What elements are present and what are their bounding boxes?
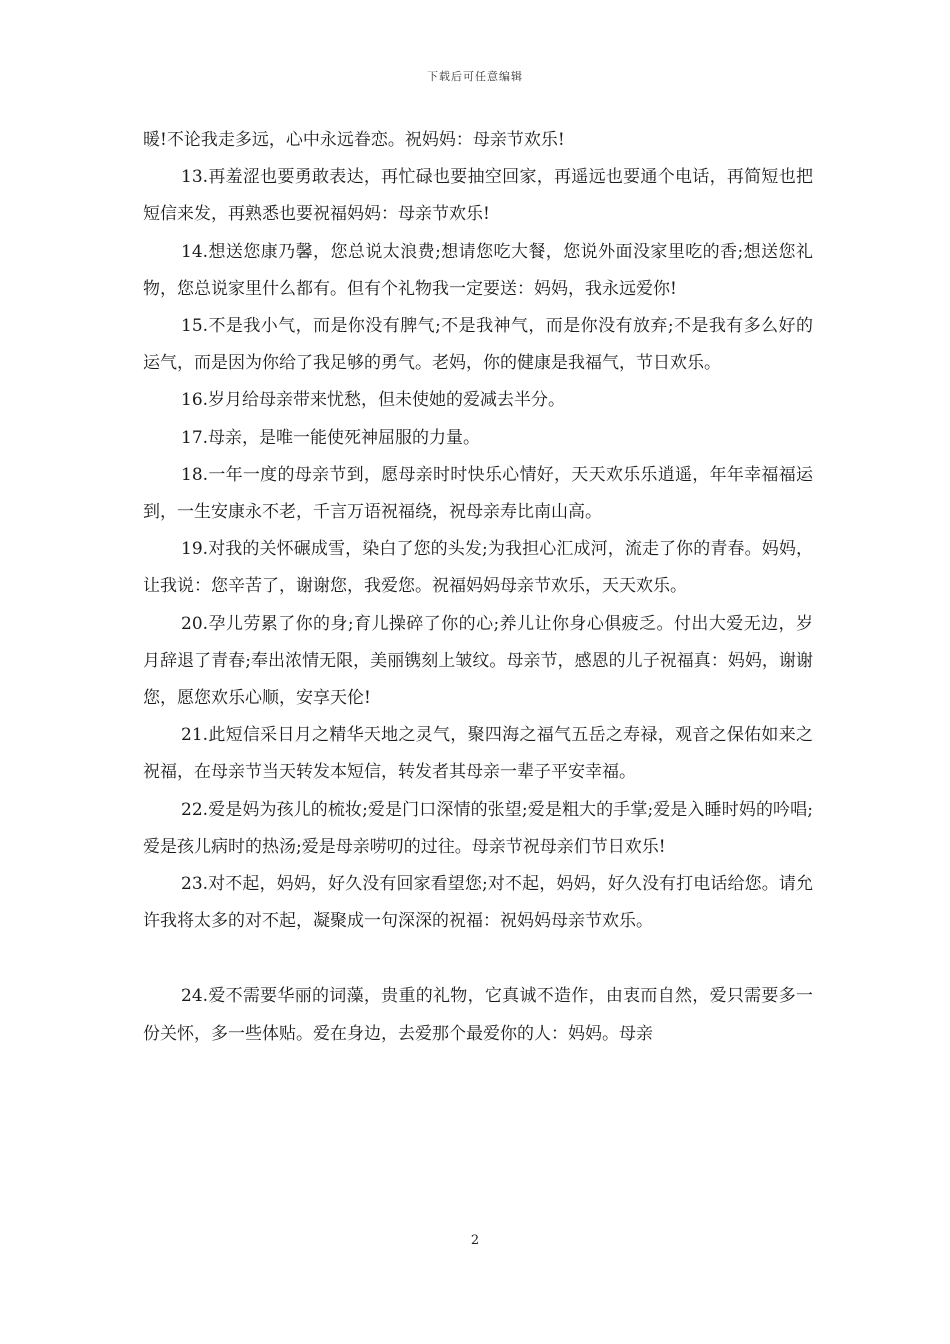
- paragraph-item-18: 18.一年一度的母亲节到，愿母亲时时快乐心情好，天天欢乐乐逍遥，年年幸福福运到，一生安康永不老，千言万语祝福绕，祝母亲寿比南山高。: [143, 464, 813, 523]
- document-body: [143, 122, 813, 1053]
- paragraph-item-14: 14.想送您康乃馨，您总说太浪费;想请您吃大餐，您说外面没家里吃的香;想送您礼物，您总说家里什么都有。但有个礼物我一定要送：妈妈，我永远爱你!: [143, 241, 813, 299]
- paragraph-item-19: 19.对我的关怀碾成雪，染白了您的头发;为我担心汇成河，流走了你的青春。妈妈，让我说：您辛苦了，谢谢您，我爱您。祝福妈妈母亲节欢乐，天天欢乐。: [143, 539, 813, 597]
- paragraph-item-20: 20.孕儿劳累了你的身;育儿操碎了你的心;养儿让你身心俱疲乏。付出大爱无边，岁月辞退了青春;奉出浓情无限，美丽镌刻上皱纹。母亲节，感恩的儿子祝福真：妈妈，谢谢您，愿您欢乐心顺，安享天伦!: [143, 613, 813, 709]
- paragraph-item-24: 24.爱不需要华丽的词藻，贵重的礼物，它真诚不造作，由衷而自然，爱只需要多一份关怀，多一些体贴。爱在身边，去爱那个最爱你的人：妈妈。母亲: [143, 986, 813, 1044]
- paragraph-continuation: 暖!不论我走多远，心中永远眷恋。祝妈妈：母亲节欢乐!: [143, 130, 565, 150]
- page-number: 2: [470, 1233, 480, 1248]
- paragraph-item-17: 17.母亲，是唯一能使死神屈服的力量。: [181, 427, 481, 448]
- paragraph-item-16: 16.岁月给母亲带来忧愁，但未使她的爱减去半分。: [181, 390, 566, 411]
- paragraph-item-21: 21.此短信采日月之精华天地之灵气，聚四海之福气五岳之寿禄，观音之保佑如来之祝福，在母亲节当天转发本短信，转发者其母亲一辈子平安幸福。: [143, 725, 813, 783]
- paragraph-item-23: 23.对不起，妈妈，好久没有回家看望您;对不起，妈妈，好久没有打电话给您。请允许我将太多的对不起，凝聚成一句深深的祝福：祝妈妈母亲节欢乐。: [143, 874, 813, 932]
- paragraph-item-13: 13.再羞涩也要勇敢表达，再忙碌也要抽空回家，再遥远也要通个电话，再简短也把短信来发，再熟悉也要祝福妈妈：母亲节欢乐!: [143, 167, 813, 225]
- page-header: 下载后可任意编辑: [427, 70, 523, 83]
- paragraph-item-22: 22.爱是妈为孩儿的梳妆;爱是门口深情的张望;爱是粗大的手掌;爱是入睡时妈的吟唱;爱是孩儿病时的热汤;爱是母亲唠叨的过往。母亲节祝母亲们节日欢乐!: [143, 799, 813, 857]
- paragraph-item-15: 15.不是我小气，而是你没有脾气;不是我神气，而是你没有放弃;不是我有多么好的运气，而是因为你给了我足够的勇气。老妈，你的健康是我福气，节日欢乐。: [143, 316, 813, 374]
